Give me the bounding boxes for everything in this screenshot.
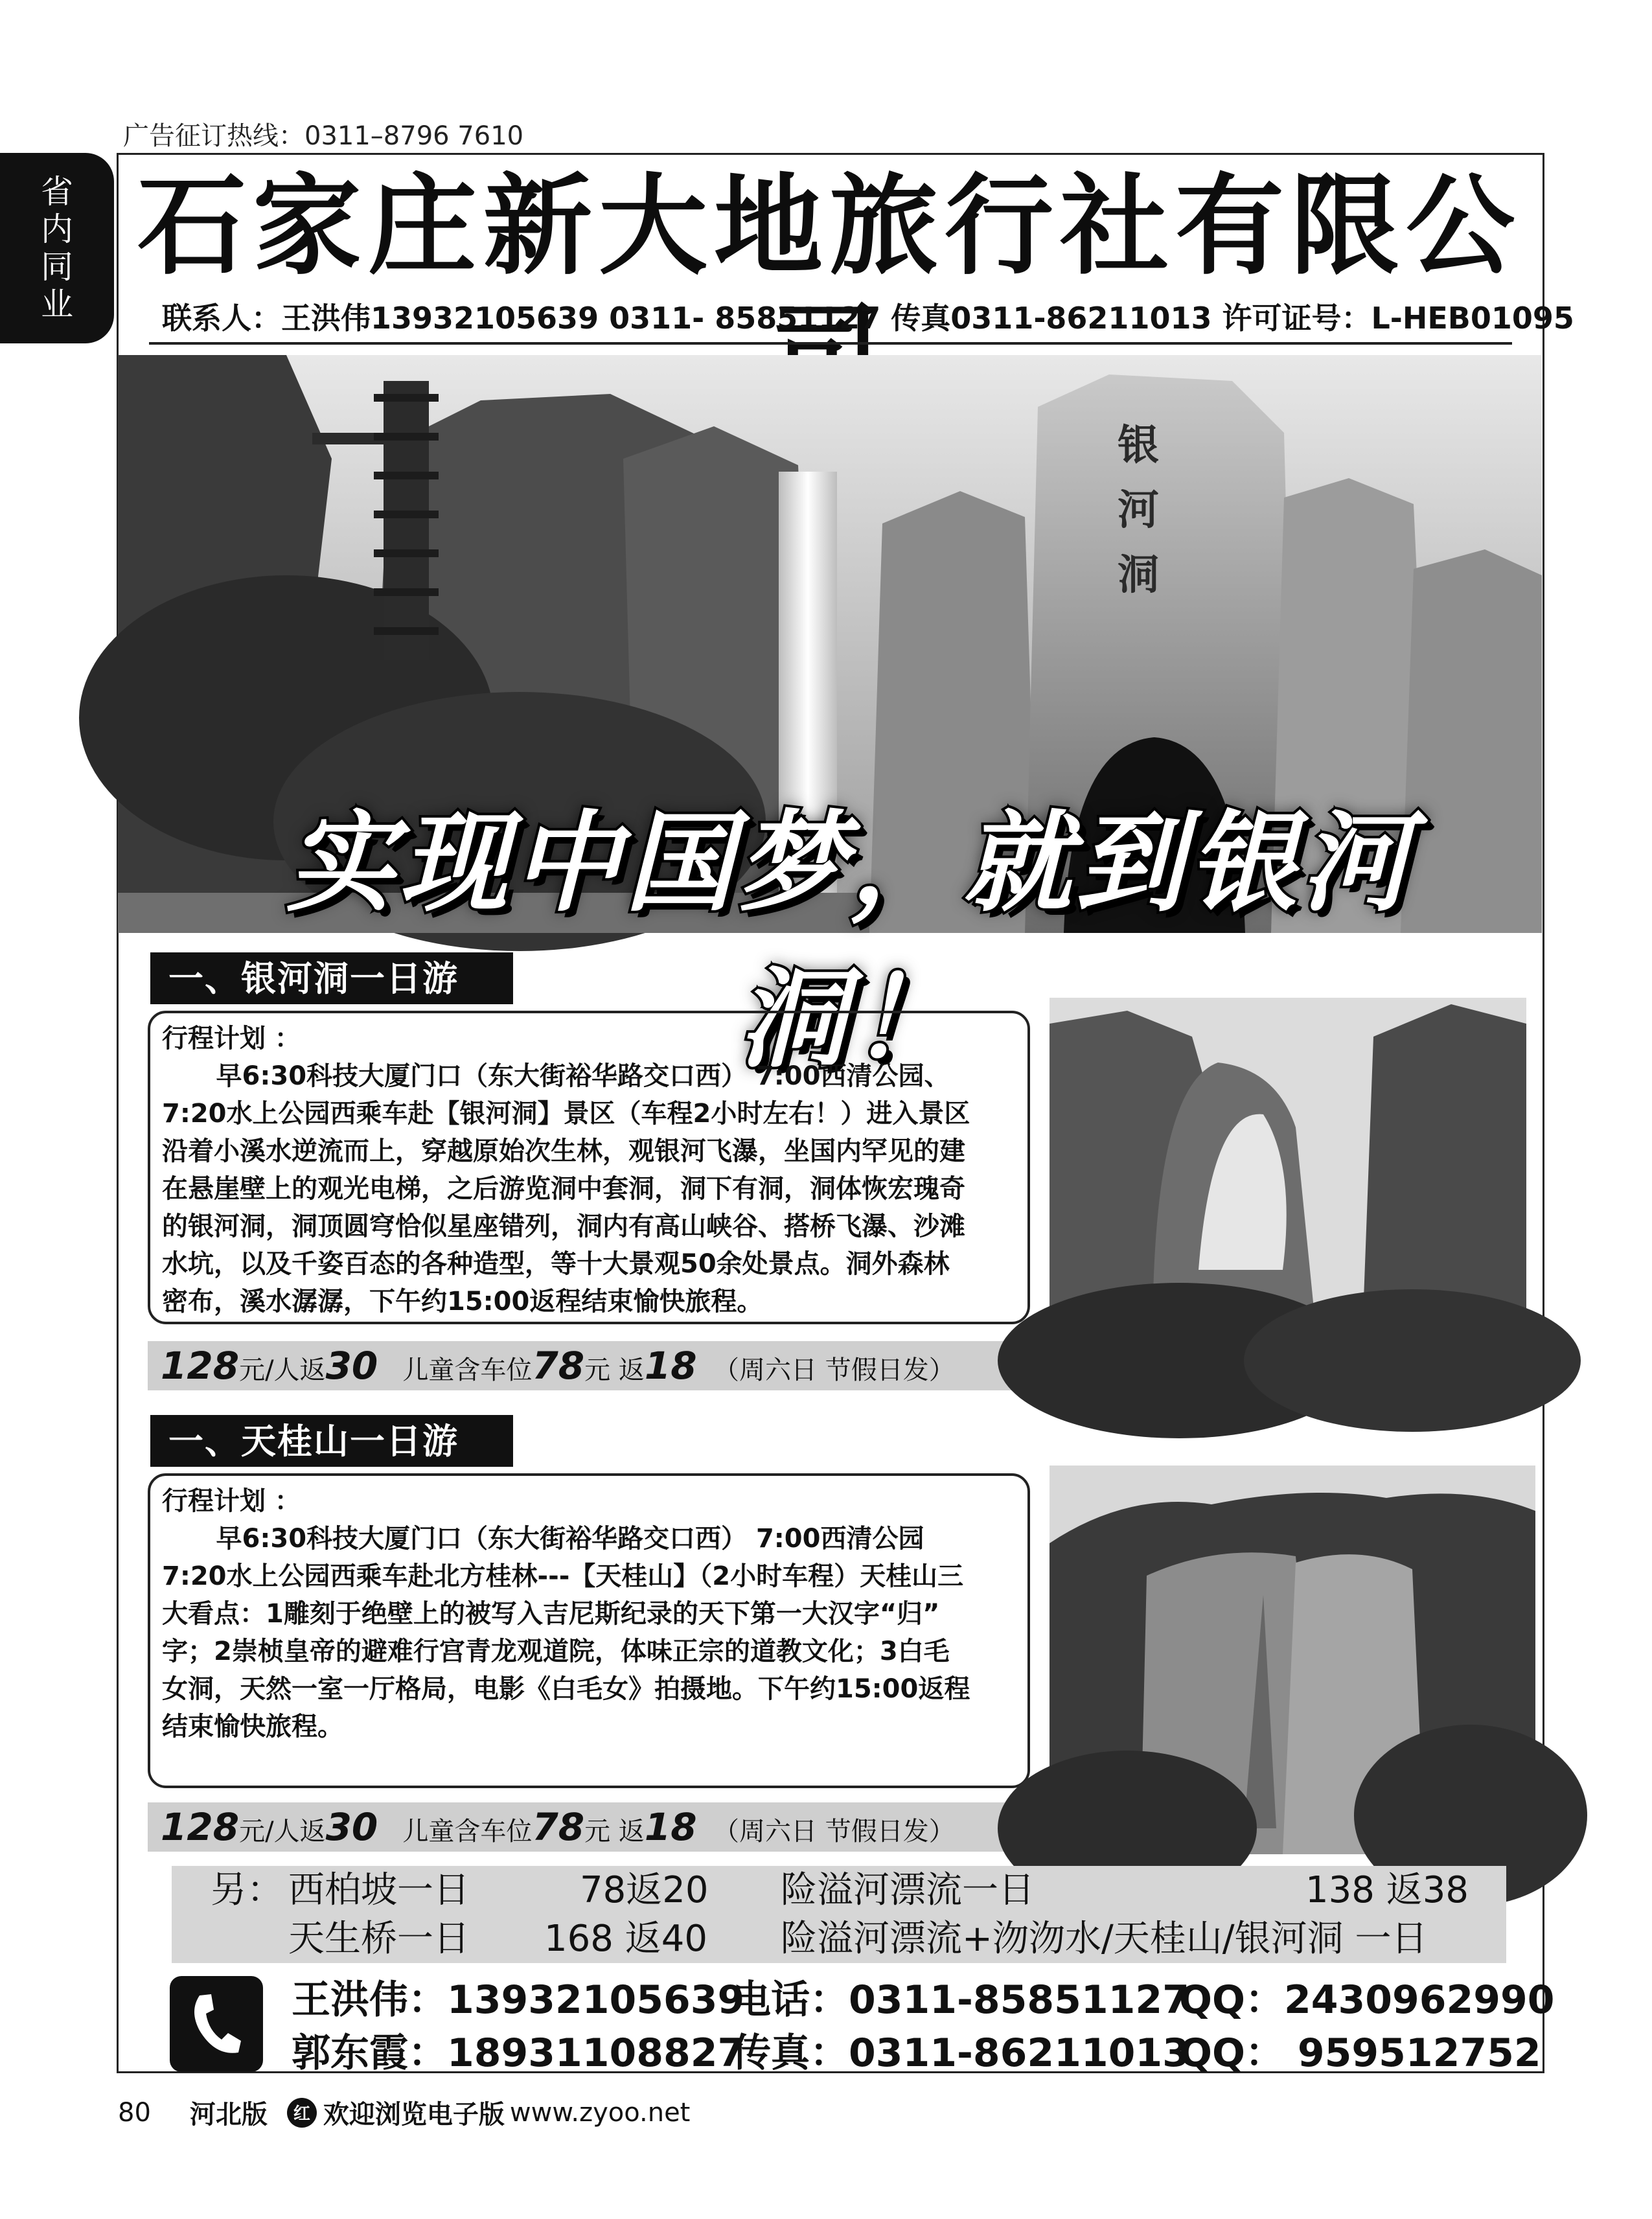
telephone-handset-icon (189, 1992, 244, 2056)
hero-slogan: 实现中国梦，就到银河洞！ (286, 799, 1414, 1083)
section-tab-provincial-industry (0, 153, 114, 343)
tour2-adult-price: 128 (161, 1805, 240, 1849)
tour1-line: 沿着小溪水逆流而上，穿越原始次生林，观银河飞瀑，坐国内罕见的建 (162, 1136, 965, 1166)
header-divider (149, 342, 1512, 345)
other-tour-price: 138 返38 (1305, 1869, 1469, 1911)
tour2-line: 字；2崇桢皇帝的避难行宫青龙观道院，体味正宗的道教文化；3白毛 (162, 1637, 950, 1666)
edition-label: 河北版 (189, 2100, 268, 2130)
tour1-itinerary-box (148, 1011, 1030, 1324)
tour1-child-label: 儿童含车位 (402, 1355, 533, 1385)
footer-welcome: 欢迎浏览电子版 (323, 2100, 505, 2130)
contact-qq: QQ：2430962990 (1179, 1977, 1555, 2023)
contact-phone: 电话：0311-85851127 (732, 1977, 1189, 2023)
tour1-child-rebate: 18 (644, 1344, 697, 1388)
contact-list (292, 1973, 1555, 2080)
tour1-line: 的银河洞，洞顶圆穹恰似星座错列，洞内有高山峡谷、搭桥飞瀑、沙滩 (162, 1212, 965, 1241)
contact-qq: QQ： 959512752 (1179, 2030, 1541, 2076)
mountain-cliff-illustration (1050, 1466, 1535, 1854)
tour1-line: 密布，溪水潺潺，下午约15:00返程结束愉快旅程。 (162, 1287, 763, 1316)
phone-icon (170, 1976, 263, 2072)
footer-url[interactable]: www.zyoo.net (509, 2097, 691, 2128)
company-contact-line: 联系人：王洪伟13932105639 0311- 85851127 传真0311-86211013 许可证号：L-HEB01095 (162, 301, 1574, 336)
tour2-price-bar (148, 1802, 1030, 1852)
tour1-line: 早6:30科技大厦门口（东大街裕华路交口西） 7:00西清公园、 (162, 1061, 950, 1091)
side-tab-char: 内 (41, 211, 73, 248)
tour2-line: 早6:30科技大厦门口（东大街裕华路交口西） 7:00西清公园 (162, 1524, 924, 1554)
tour2-child-label: 儿童含车位 (402, 1817, 533, 1846)
tour2-itinerary-box (148, 1473, 1030, 1788)
cave-sign-char: 洞 (1118, 551, 1159, 599)
company-name: 石家庄新大地旅行社有限公 (137, 161, 1521, 290)
tour1-plan-label: 行程计划 ： (162, 1024, 301, 1053)
tour1-heading: 一、银河洞一日游 (150, 952, 513, 1004)
contact-mobile: 王洪伟：13932105639 (292, 1977, 745, 2023)
tour1-adult-unit: 元/人返 (239, 1355, 326, 1385)
page-footer (118, 2094, 690, 2131)
tour2-child-unit: 元 返 (584, 1817, 645, 1846)
other-tour-price: 78返20 (580, 1869, 709, 1911)
page-number: 80 (118, 2097, 151, 2128)
tour1-child-unit: 元 返 (584, 1355, 645, 1385)
other-tours-prefix: 另： (211, 1869, 283, 1911)
tour2-child-price: 78 (532, 1805, 585, 1849)
tour1-line: 7:20水上公园西乘车赴【银河洞】景区（车程2小时左右！）进入景区 (162, 1099, 970, 1129)
contact-fax: 传真：0311-86211013 (732, 2030, 1189, 2076)
tiangui-mountain-photo (1050, 1466, 1535, 1854)
tour2-plan-label: 行程计划 ： (162, 1486, 301, 1516)
tour1-adult-price: 128 (161, 1344, 240, 1388)
publication-logo-icon: 红 (287, 2098, 317, 2128)
tour1-price-bar (148, 1341, 1030, 1390)
tour2-schedule: （周六日 节假日发） (713, 1817, 955, 1846)
tour1-schedule: （周六日 节假日发） (713, 1355, 955, 1385)
tour1-child-price: 78 (532, 1344, 585, 1388)
contact-mobile: 郭东霞：18931108827 (292, 2030, 745, 2076)
other-tour-name: 险溢河漂流一日 (781, 1869, 1035, 1911)
cave-sign-char: 河 (1118, 486, 1159, 535)
tour2-adult-unit: 元/人返 (239, 1817, 326, 1846)
tour1-adult-rebate: 30 (325, 1344, 378, 1388)
ad-hotline: 广告征订热线：0311–8796 7610 (123, 121, 524, 151)
side-tab-char: 业 (41, 286, 73, 323)
cave-name-sign (1112, 413, 1164, 608)
tour1-line: 在悬崖壁上的观光电梯，之后游览洞中套洞，洞下有洞，洞体恢宏瑰奇 (162, 1174, 965, 1204)
side-tab-char: 同 (41, 248, 73, 286)
other-tour-name: 险溢河漂流+沕沕水/天桂山/银河洞 一日 (781, 1918, 1428, 1960)
tour2-adult-rebate: 30 (325, 1805, 378, 1849)
other-tour-price: 168 返40 (544, 1918, 707, 1960)
tour2-line: 大看点：1雕刻于绝壁上的被写入吉尼斯纪录的天下第一大汉字“归” (162, 1599, 940, 1629)
tour2-line: 女洞，天然一室一厅格局，电影《白毛女》拍摄地。下午约15:00返程 (162, 1674, 970, 1704)
side-tab-char: 省 (41, 173, 73, 211)
tour2-line: 结束愉快旅程。 (162, 1712, 343, 1742)
yinhe-cave-arch-photo (1050, 998, 1526, 1386)
tour2-line: 7:20水上公园西乘车赴北方桂林---【天桂山】（2小时车程）天桂山三 (162, 1561, 964, 1591)
tour2-heading: 一、天桂山一日游 (150, 1415, 513, 1467)
tour1-line: 水坑，以及千姿百态的各种造型，等十大景观50余处景点。洞外森林 (162, 1249, 950, 1279)
tour2-child-rebate: 18 (644, 1805, 697, 1849)
cave-sign-char: 银 (1118, 421, 1159, 470)
other-tour-name: 西柏坡一日 (288, 1869, 470, 1911)
other-tour-name: 天生桥一日 (288, 1918, 470, 1960)
arch-rock-illustration (1050, 998, 1526, 1386)
other-tours-panel (172, 1866, 1506, 1963)
